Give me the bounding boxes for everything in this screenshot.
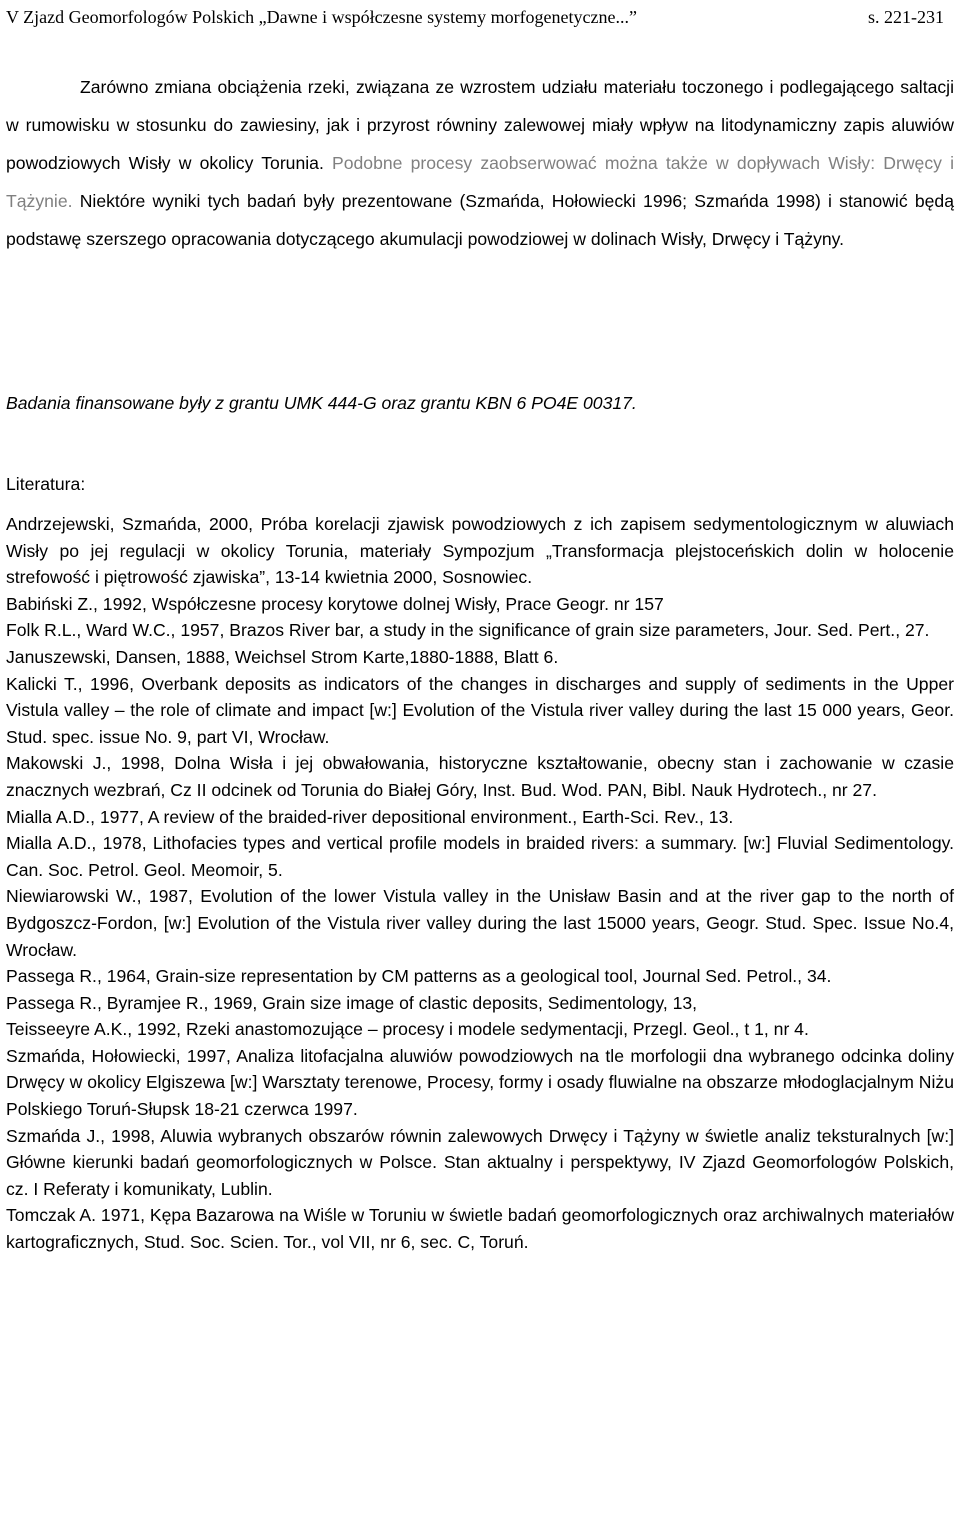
funding-note: Badania finansowane były z grantu UMK 444-G oraz grantu KBN 6 PO4E 00317. bbox=[6, 393, 637, 413]
reference-item: Andrzejewski, Szmańda, 2000, Próba korelacji zjawisk powodziowych z ich zapisem sedymentologicznym w aluwiach Wisły po jej regulacji w okolicy Torunia, materiały Sympozjum „Transformacja plejstoceńskich dolin w holocenie strefowość i piętrowość zjawiska”, 13-14 kwietnia 2000, Sosnowiec. bbox=[6, 514, 954, 588]
reference-item: Passega R., Byramjee R., 1969, Grain size image of clastic deposits, Sedimentology, 13, bbox=[6, 992, 698, 1013]
reference-list bbox=[6, 511, 954, 1256]
reference-item: Teisseeyre A.K., 1992, Rzeki anastomozujące – procesy i modele sedymentacji, Przegl. Geol., t 1, nr 4. bbox=[6, 1019, 809, 1040]
reference-item: Tomczak A. 1971, Kępa Bazarowa na Wiśle w Toruniu w świetle badań geomorfologicznych oraz archiwalnych materiałów kartograficznych, Stud. Soc. Scien. Tor., vol VII, nr 6, sec. C, Toruń. bbox=[6, 1205, 954, 1253]
paragraph-main-text: Zarówno zmiana obciążenia rzeki, związana ze wzrostem udziału materiału toczonego i podlegającego saltacji w rumowisku w stosunku do zawiesiny, jak i przyrost równiny zalewowej miały wpływ na litodynamiczny zapis aluwiów powodziowych Wisły w okolicy Torunia. bbox=[6, 77, 954, 173]
main-paragraph bbox=[6, 68, 954, 258]
literature-heading: Literatura: bbox=[6, 474, 86, 494]
reference-item: Kalicki T., 1996, Overbank deposits as indicators of the changes in discharges and supply of sediments in the Upper Vistula valley – the role of climate and impact [w:] Evolution of the Vistula river valley during the last 15 000 years, Geor. Stud. spec. issue No. 9, part VI, Wrocław. bbox=[6, 673, 954, 747]
reference-item: Folk R.L., Ward W.C., 1957, Brazos River bar, a study in the significance of grain size parameters, Jour. Sed. Pert., 27. bbox=[6, 620, 930, 641]
reference-item: Passega R., 1964, Grain-size representation by CM patterns as a geological tool, Journal Sed. Petrol., 34. bbox=[6, 966, 832, 987]
paragraph-grey-text: Podobne procesy zaobserwować można także w dopływach Wisły: Drwęcy i Tążynie. bbox=[6, 153, 954, 211]
reference-item: Mialla A.D., 1977, A review of the braided-river depositional environment., Earth-Sci. Rev., 13. bbox=[6, 806, 734, 827]
reference-item: Babiński Z., 1992, Współczesne procesy korytowe dolnej Wisły, Prace Geogr. nr 157 bbox=[6, 593, 664, 614]
header-conference-title: V Zjazd Geomorfologów Polskich „Dawne i współczesne systemy morfogenetyczne...” bbox=[6, 7, 637, 27]
header-page-range: s. 221-231 bbox=[868, 7, 944, 27]
reference-item: Januszewski, Dansen, 1888, Weichsel Strom Karte,1880-1888, Blatt 6. bbox=[6, 646, 559, 667]
reference-item: Szmańda J., 1998, Aluwia wybranych obszarów równin zalewowych Drwęcy i Tążyny w świetle analiz teksturalnych [w:] Główne kierunki badań geomorfologicznych w Polsce. Stan aktualny i perspektywy, IV Zjazd Geomorfologów Polskich, cz. I Referaty i komunikaty, Lublin. bbox=[6, 1125, 954, 1199]
reference-item: Szmańda, Hołowiecki, 1997, Analiza litofacjalna aluwiów powodziowych na tle morfologii dna wybranego odcinka doliny Drwęcy w okolicy Elgiszewa [w:] Warsztaty terenowe, Procesy, formy i osady fluwialne na obszarze młodoglacjalnym Niżu Polskiego Toruń-Słupsk 18-21 czerwca 1997. bbox=[6, 1045, 954, 1120]
reference-item: Niewiarowski W., 1987, Evolution of the lower Vistula valley in the Unisław Basin and at the river gap to the north of Bydgoszcz-Fordon, [w:] Evolution of the Vistula river valley during the last 15000 years, Geogr. Stud. Spec. Issue No.4, Wrocław. bbox=[6, 886, 954, 960]
reference-item: Makowski J., 1998, Dolna Wisła i jej obwałowania, historyczne kształtowanie, obecny stan i zachowanie w czasie znacznych wezbrań, Cz II odcinek od Torunia do Białej Góry, Inst. Bud. Wod. PAN, Bibl. Nauk Hydrotech., nr 27. bbox=[6, 753, 954, 800]
paragraph-rest-text: Niektóre wyniki tych badań były prezentowane (Szmańda, Hołowiecki 1996; Szmańda 1998) i stanowić będą podstawę szerszego opracowania dotyczącego akumulacji powodziowej w dolinach Wisły, Drwęcy i Tążyny. bbox=[6, 191, 954, 249]
reference-item: Mialla A.D., 1978, Lithofacies types and vertical profile models in braided rivers: a summary. [w:] Fluvial Sedimentology. Can. Soc. Petrol. Geol. Meomoir, 5. bbox=[6, 833, 954, 880]
